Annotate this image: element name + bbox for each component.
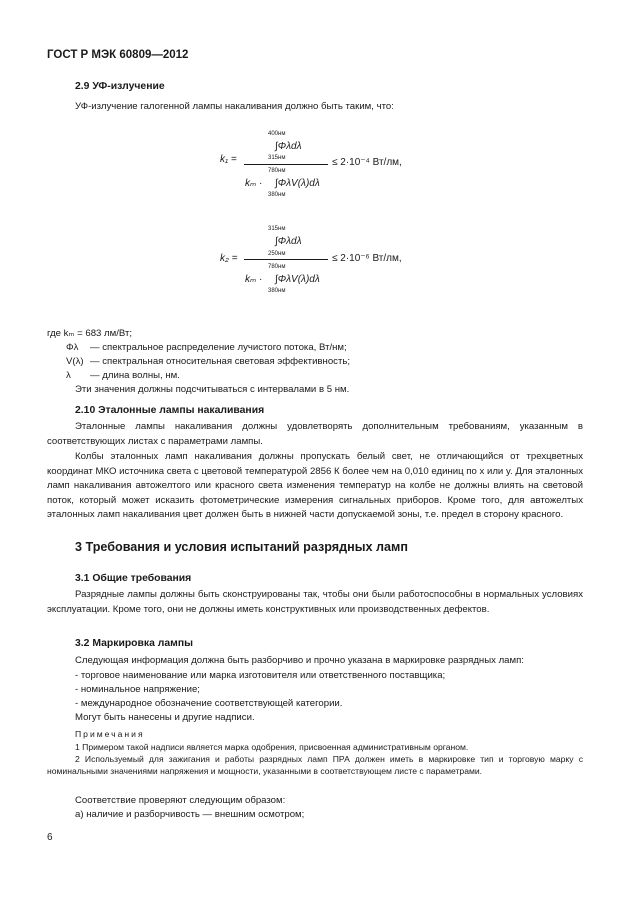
formula-k2-num-upper: 315нм: [268, 226, 286, 232]
section-2-9-intro: УФ-излучение галогенной лампы накаливания должно быть таким, что:: [75, 101, 394, 112]
formula-k1-den-expr: ∫ΦλV(λ)dλ: [275, 178, 320, 189]
formula-k2-den-lower: 380нм: [268, 288, 286, 294]
formula-k2-den-expr: ∫ΦλV(λ)dλ: [275, 274, 320, 285]
list-item: - международное обозначение соответствующей категории.: [75, 698, 343, 709]
formula-k2-den-prefix: kₘ ·: [245, 274, 263, 285]
formula-k1-num-expr: ∫Φλdλ: [275, 141, 302, 152]
formula-k2-lhs: k₂ =: [220, 253, 238, 264]
def-symbol-v: V(λ): [66, 356, 84, 367]
section-2-10-paragraph-2: Колбы эталонных ламп накаливания должны пропускать белый свет, не отличающийся от трехцветных координат МКО источника света с цветовой температурой 2856 К более чем на 0,010 единиц по x или y. Для эталонных ламп накаливания автожелтого или красного света изменения температур на колбе не должны влиять на световой поток, который может исказить фотометрические измерения сигнальных приборов. Кроме того, для автожелтых эталонных ламп накаливания цвет должен быть в нижней части допускаемой зоны, т.е. предел в сторону красного.: [47, 451, 583, 521]
def-symbol-lambda: λ: [66, 370, 71, 381]
standard-header: ГОСТ Р МЭК 60809—2012: [47, 49, 189, 61]
formula-k1-den-lower: 380нм: [268, 192, 286, 198]
list-item: - торговое наименование или марка изготовителя или ответственного поставщика;: [75, 670, 446, 681]
formula-k2-num-expr: ∫Φλdλ: [275, 236, 302, 247]
formula-k2-den-upper: 780нм: [268, 264, 286, 270]
page-number: 6: [47, 832, 53, 843]
section-2-10-paragraph-1: Эталонные лампы накаливания должны удовлетворять дополнительным требованиям, указанным в соответствующих листах с параметрами лампы.: [47, 421, 583, 447]
def-text-phi: — спектральное распределение лучистого потока, Вт/нм;: [90, 342, 347, 353]
section-3-1-title: 3.1 Общие требования: [75, 573, 192, 584]
list-item: - номинальное напряжение;: [75, 684, 200, 695]
formula-k1-lhs: k₁ =: [220, 154, 237, 165]
formula-k1-fraction-bar: [244, 164, 328, 165]
def-text-v: — спектральная относительная световая эффективность;: [90, 356, 351, 367]
section-3-2-intro: Следующая информация должна быть разборчиво и прочно указана в маркировке разрядных ламп:: [75, 655, 524, 666]
def-text-lambda: — длина волны, нм.: [90, 370, 180, 381]
check-intro: Соответствие проверяют следующим образом:: [75, 795, 286, 806]
section-3-2-title: 3.2 Маркировка лампы: [75, 638, 193, 649]
section-3-1-paragraph: Разрядные лампы должны быть сконструированы так, чтобы они были работоспособны в нормальных условиях эксплуатации. Кроме того, они не должны иметь конструктивных или производственных дефектов.: [47, 589, 583, 615]
formula-k1-den-prefix: kₘ ·: [245, 178, 263, 189]
def-symbol-phi: Φλ: [66, 342, 79, 353]
where-line: где kₘ = 683 лм/Вт;: [47, 328, 133, 339]
formula-k1-rhs: ≤ 2·10⁻⁴ Вт/лм,: [332, 157, 402, 168]
notes-title: Примечания: [75, 729, 145, 739]
formula-k2-num-lower: 250нм: [268, 251, 286, 257]
check-item-a: а) наличие и разборчивость — внешним осмотром;: [75, 809, 305, 820]
interval-note: Эти значения должны подсчитываться с интервалами в 5 нм.: [75, 384, 350, 395]
formula-k2-fraction-bar: [244, 259, 328, 260]
note-1: 1 Примером такой надписи является марка одобрения, присвоенная административным органом.: [75, 742, 469, 752]
formula-k1-den-upper: 780нм: [268, 168, 286, 174]
formula-k1-num-upper: 400нм: [268, 131, 286, 137]
section-2-10-title: 2.10 Эталонные лампы накаливания: [75, 405, 265, 416]
section-3-2-other: Могут быть нанесены и другие надписи.: [75, 712, 255, 723]
formula-k1-num-lower: 315нм: [268, 155, 286, 161]
section-3-title: 3 Требования и условия испытаний разрядных ламп: [75, 540, 408, 554]
formula-k2-rhs: ≤ 2·10⁻⁶ Вт/лм,: [332, 253, 402, 264]
section-2-9-title: 2.9 УФ-излучение: [75, 81, 165, 92]
note-2: 2 Используемый для зажигания и работы разрядных ламп ПРА должен иметь в маркировке тип и торговую марку с номинальными значениями напряжения и мощности, указанными в соответствующем листе с параметрами.: [47, 754, 583, 777]
